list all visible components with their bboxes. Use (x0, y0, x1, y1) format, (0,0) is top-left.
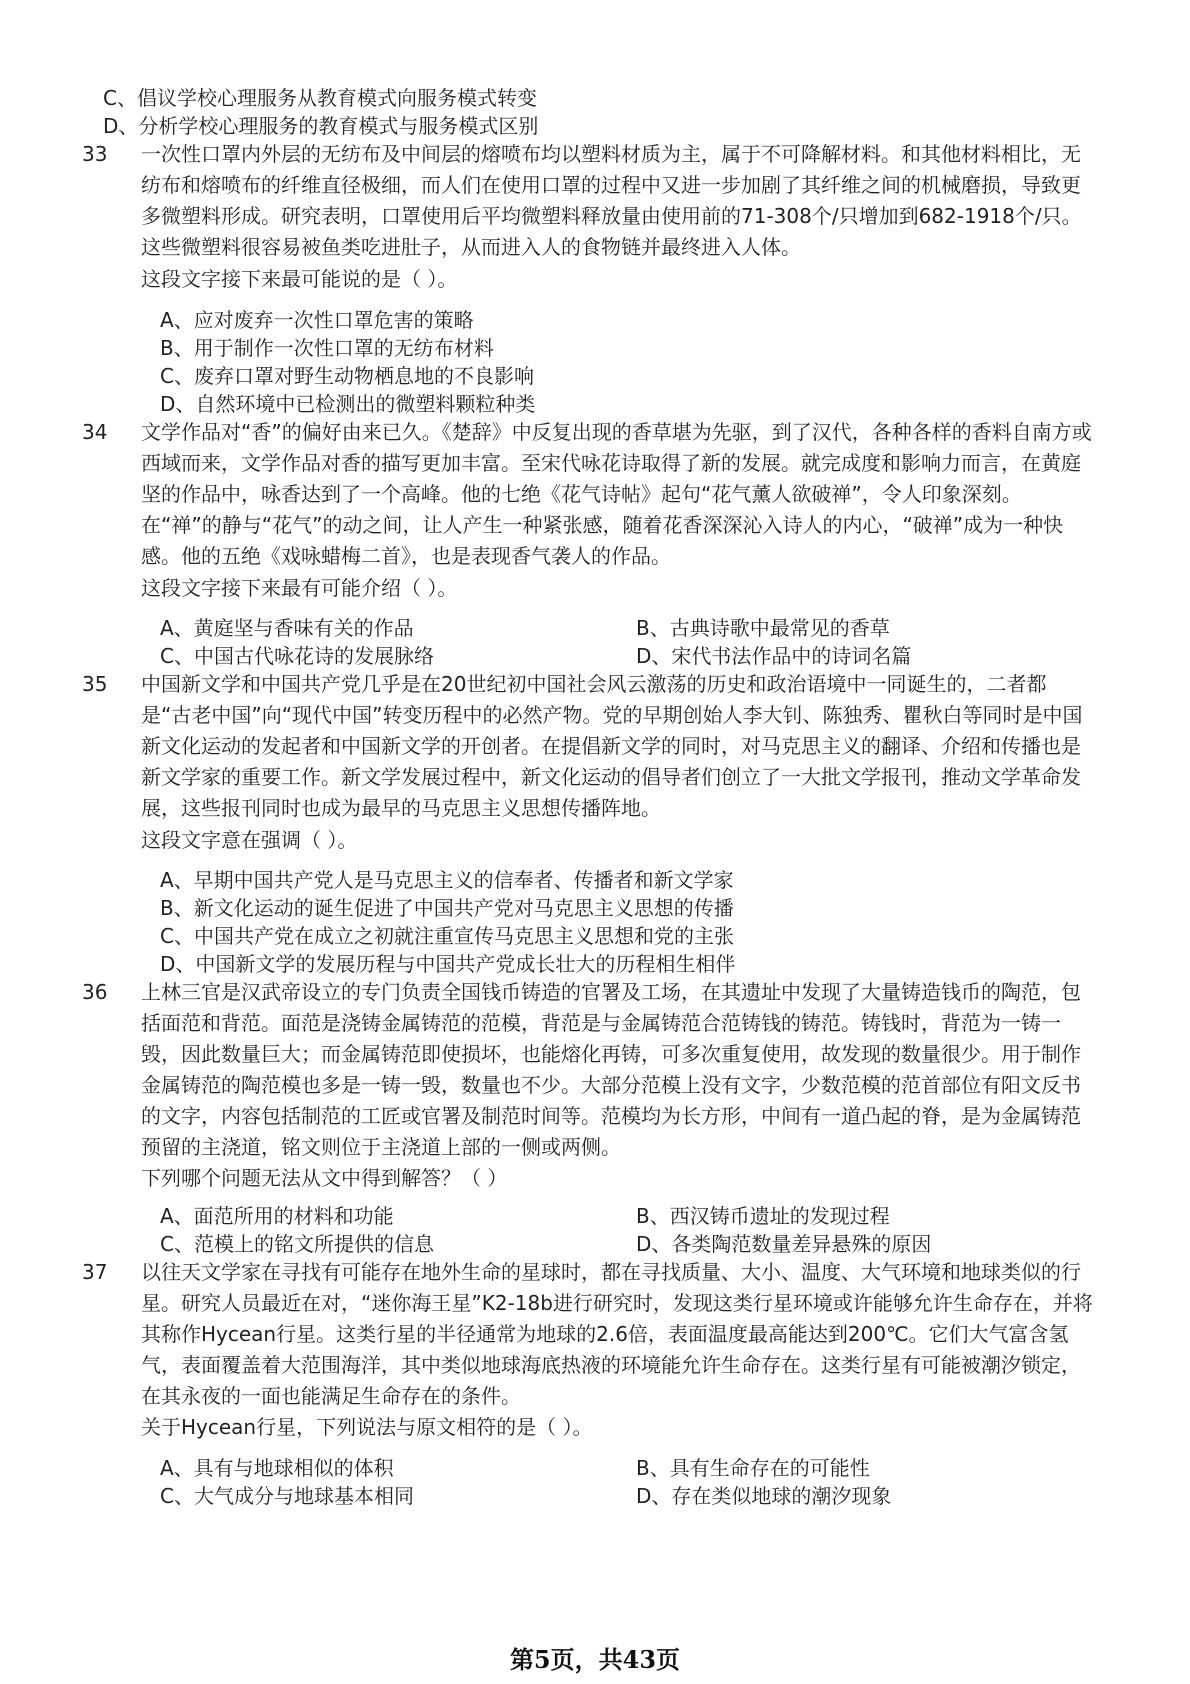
option-c: C、废弃口罩对野生动物栖息地的不良影响 (160, 364, 534, 388)
option-a: A、面范所用的材料和功能 (160, 1204, 394, 1228)
option-d: D、自然环境中已检测出的微塑料颗粒种类 (160, 392, 536, 416)
option-a: A、黄庭坚与香味有关的作品 (160, 616, 414, 640)
question-stem: 关于Hycean行星，下列说法与原文相符的是（ ）。 (141, 1415, 593, 1439)
question-stem: 这段文字接下来最有可能介绍（ ）。 (141, 576, 458, 600)
option-d: D、各类陶范数量差异悬殊的原因 (636, 1232, 932, 1256)
page-footer: 第5页，共43页 (509, 1645, 681, 1674)
question-passage: 中国新文学和中国共产党几乎是在20世纪初中国社会风云激荡的历史和政治语境中一同诞生的，二者都是“古老中国”向“现代中国”转变历程中的必然产物。党的早期创始人李大钊、陈独秀、瞿秋白等同时是中国新文化运动的发起者和中国新文学的开创者。在提倡新文学的同时，对马克思主义的翻译、介绍和传播也是新文学家的重要工作。新文学发展过程中，新文化运动的倡导者们创立了一大批文学报刊，推动文学革命发展，这些报刊同时也成为最早的马克思主义思想传播阵地。 (141, 672, 1083, 820)
question-stem: 下列哪个问题无法从文中得到解答？（ ） (141, 1166, 508, 1190)
option-c: C、中国共产党在成立之初就注重宣传马克思主义思想和党的主张 (160, 924, 734, 948)
question-passage: 一次性口罩内外层的无纺布及中间层的熔喷布均以塑料材质为主，属于不可降解材料。和其他材料相比，无纺布和熔喷布的纤维直径极细，而人们在使用口罩的过程中又进一步加剧了其纤维之间的机械磨损，导致更多微塑料形成。研究表明，口罩使用后平均微塑料释放量由使用前的71-308个/只增加到682-1918个/只。这些微塑料很容易被鱼类吃进肚子，从而进入人的食物链并最终进入人体。 (141, 142, 1082, 259)
question-passage: 以往天文学家在寻找有可能存在地外生命的星球时，都在寻找质量、大小、温度、大气环境和地球类似的行星。研究人员最近在对，“迷你海王星”K2-18b进行研究时，发现这类行星环境或许能够允许生命存在，并将其称作Hycean行星。这类行星的半径通常为地球的2.6倍，表面温度最高能达到200℃。它们大气富含氢气，表面覆盖着大范围海洋，其中类似地球海底热液的环境能允许生命存在。这类行星有可能被潮汐锁定，在其永夜的一面也能满足生命存在的条件。 (141, 1260, 1093, 1408)
question-number: 36 (82, 980, 108, 1004)
question-number: 35 (82, 672, 108, 696)
question-passage: 文学作品对“香”的偏好由来已久。《楚辞》中反复出现的香草堪为先驱，到了汉代，各种各样的香料自南方或西域而来，文学作品对香的描写更加丰富。至宋代咏花诗取得了新的发展。就完成度和影响力而言，在黄庭坚的作品中，咏香达到了一个高峰。他的七绝《花气诗帖》起句“花气薰人欲破禅”，令人印象深刻。在“禅”的静与“花气”的动之间，让人产生一种紧张感，随着花香深深沁入诗人的内心，“破禅”成为一种快感。他的五绝《戏咏蜡梅二首》，也是表现香气袭人的作品。 (141, 420, 1092, 568)
option-b: B、古典诗歌中最常见的香草 (636, 616, 890, 640)
option-b: B、西汉铸币遗址的发现过程 (636, 1204, 890, 1228)
option-d: D、宋代书法作品中的诗词名篇 (636, 644, 912, 668)
option-d: D、中国新文学的发展历程与中国共产党成长壮大的历程相生相伴 (160, 952, 736, 976)
option-b: B、具有生命存在的可能性 (636, 1456, 870, 1480)
option-c: C、中国古代咏花诗的发展脉络 (160, 644, 434, 668)
question-stem: 这段文字接下来最可能说的是（ ）。 (141, 267, 458, 291)
option-c: C、范模上的铭文所提供的信息 (160, 1232, 434, 1256)
prev-option-c: C、倡议学校心理服务从教育模式向服务模式转变 (103, 86, 537, 110)
option-a: A、早期中国共产党人是马克思主义的信奉者、传播者和新文学家 (160, 868, 734, 892)
option-a: A、具有与地球相似的体积 (160, 1456, 394, 1480)
prev-option-d: D、分析学校心理服务的教育模式与服务模式区别 (103, 114, 539, 138)
option-b: B、新文化运动的诞生促进了中国共产党对马克思主义思想的传播 (160, 896, 734, 920)
question-number: 37 (82, 1260, 108, 1284)
option-a: A、应对废弃一次性口罩危害的策略 (160, 308, 474, 332)
question-stem: 这段文字意在强调（ ）。 (141, 828, 358, 852)
question-number: 34 (82, 420, 108, 444)
question-passage: 上林三官是汉武帝设立的专门负责全国钱币铸造的官署及工场，在其遗址中发现了大量铸造钱币的陶范，包括面范和背范。面范是浇铸金属铸范的范模，背范是与金属铸范合范铸钱的铸范。铸钱时，背范为一铸一毁，因此数量巨大；而金属铸范即使损坏，也能熔化再铸，可多次重复使用，故发现的数量很少。用于制作金属铸范的陶范模也多是一铸一毁，数量也不少。大部分范模上没有文字，少数范模的范首部位有阳文反书的文字，内容包括制范的工匠或官署及制范时间等。范模均为长方形，中间有一道凸起的脊，是为金属铸范预留的主浇道，铭文则位于主浇道上部的一侧或两侧。 (141, 980, 1081, 1159)
option-b: B、用于制作一次性口罩的无纺布材料 (160, 336, 494, 360)
question-number: 33 (82, 142, 108, 166)
option-c: C、大气成分与地球基本相同 (160, 1484, 414, 1508)
option-d: D、存在类似地球的潮汐现象 (636, 1484, 892, 1508)
